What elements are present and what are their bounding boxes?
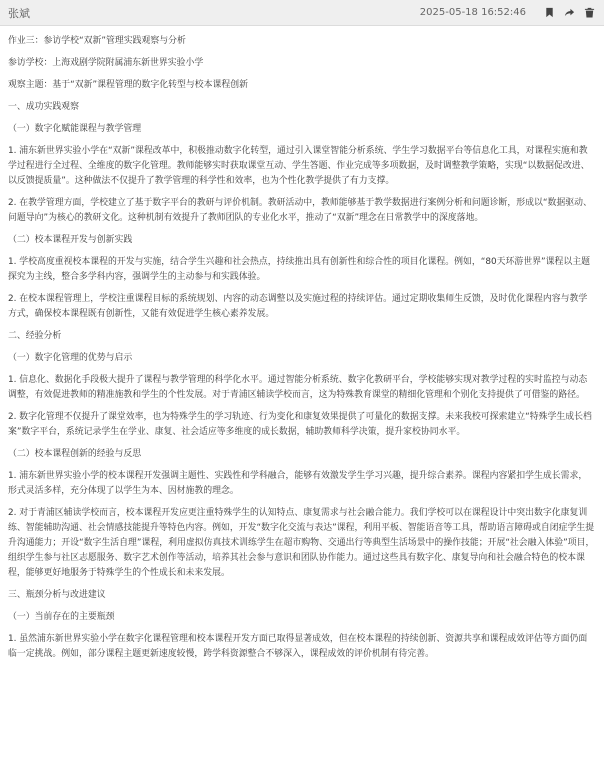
post-header — [0, 0, 604, 26]
bookmark-icon[interactable] — [542, 6, 556, 20]
paragraph: 2. 对于青浦区辅读学校而言，校本课程开发应更注重特殊学生的认知特点、康复需求与社会融合能力。我们学校可以在课程设计中突出数字化康复训练、智能辅助沟通、社会情感技能提升等特色内容。例如，开发“数字化交流与表达”课程，利用平板、智能语音等工具，帮助语言障碍或自闭症学生提升沟通能力；开设“数字生活自理”课程，利用虚拟仿真技术训练学生在超市购物、交通出行等典型生活场景中的操作技能；开展“社会融入体验”项目，组织学生参与社区志愿服务、数字艺术创作等活动，培养其社会参与意识和团队协作能力。通过这些具有数字化、康复导向和社会融合特色的校本课程，能够更好地服务于特殊学生的个性成长和未来发展。 — [8, 508, 595, 578]
section-heading: 三、瓶颈分析与改进建议 — [8, 590, 106, 600]
paragraph: 1. 浦东新世界实验小学的校本课程开发强调主题性、实践性和学科融合，能够有效激发学生学习兴趣，提升综合素养。课程内容紧扣学生成长需求，形式灵活多样，充分体现了以学生为本、因材施教的理念。 — [8, 471, 588, 496]
post-content — [0, 26, 604, 662]
paragraph: 2. 数字化管理不仅提升了课堂效率，也为特殊学生的学习轨迹、行为变化和康复效果提供了可量化的数据支撑。未来我校可探索建立“特殊学生成长档案”数字平台，系统记录学生在学业、康复、社会适应等多维度的成长数据，辅助教师科学决策，提升家校协同水平。 — [8, 412, 592, 437]
author-name: 张斌 — [8, 6, 30, 20]
assignment-title: 作业三：参访学校“双新”管理实践观察与分析 — [8, 36, 186, 46]
post-timestamp: 2025-05-18 16:52:46 — [419, 7, 526, 18]
subsection-heading: （一）数字化赋能课程与教学管理 — [8, 124, 142, 134]
share-icon[interactable] — [562, 6, 576, 20]
paragraph: 2. 在校本课程管理上，学校注重课程目标的系统规划、内容的动态调整以及实施过程的持续评估。通过定期收集师生反馈，及时优化课程内容与教学方式，确保校本课程既有创新性，又能有效促进学生核心素养发展。 — [8, 294, 588, 319]
subsection-heading: （二）校本课程开发与创新实践 — [8, 235, 133, 245]
paragraph: 1. 虽然浦东新世界实验小学在数字化课程管理和校本课程开发方面已取得显著成效，但在校本课程的持续创新、资源共享和课程成效评估等方面仍面临一定挑战。例如，部分课程主题更新速度较慢，跨学科资源整合不够深入，课程成效的评价机制有待完善。 — [8, 634, 588, 659]
paragraph: 1. 信息化、数据化手段极大提升了课程与教学管理的科学化水平。通过智能分析系统、数字化教研平台，学校能够实现对教学过程的实时监控与动态调整，有效促进教师的精准施教和学生的个性发展。对于青浦区辅读学校而言，这为特殊教育课堂的精细化管理和个别化支持提供了可借鉴的路径。 — [8, 375, 588, 400]
visited-school: 参访学校：上海戏剧学院附属浦东新世界实验小学 — [8, 58, 204, 68]
delete-icon[interactable] — [582, 6, 596, 20]
subsection-heading: （一）当前存在的主要瓶颈 — [8, 612, 115, 622]
section-heading: 二、经验分析 — [8, 331, 62, 341]
section-heading: 一、成功实践观察 — [8, 102, 79, 112]
paragraph: 2. 在教学管理方面，学校建立了基于数字平台的教研与评价机制。教研活动中，教师能够基于教学数据进行案例分析和问题诊断，形成以“数据驱动、问题导向”为核心的教研文化。这种机制有效提升了教师团队的专业化水平，推动了“双新”理念在日常教学中的深度落地。 — [8, 198, 592, 223]
paragraph: 1. 浦东新世界实验小学在“双新”课程改革中，积极推动数字化转型，通过引入课堂智能分析系统、学生学习数据平台等信息化工具，对课程实施和教学过程进行全过程、全维度的数字化管理。教师能够实时获取课堂互动、学生答题、作业完成等多项数据，及时调整教学策略，实现“以数据促改进、以反馈提质量”。这种做法不仅提升了教学管理的科学性和效率，也为个性化教学提供了有力支撑。 — [8, 146, 590, 186]
subsection-heading: （二）校本课程创新的经验与反思 — [8, 449, 142, 459]
paragraph: 1. 学校高度重视校本课程的开发与实施，结合学生兴趣和社会热点，持续推出具有创新性和综合性的项目化课程。例如，“80天环游世界”课程以主题探究为主线，整合多学科内容，强调学生的主动参与和实践体验。 — [8, 257, 591, 282]
observation-theme: 观察主题：基于“双新”课程管理的数字化转型与校本课程创新 — [8, 80, 248, 90]
subsection-heading: （一）数字化管理的优势与启示 — [8, 353, 133, 363]
